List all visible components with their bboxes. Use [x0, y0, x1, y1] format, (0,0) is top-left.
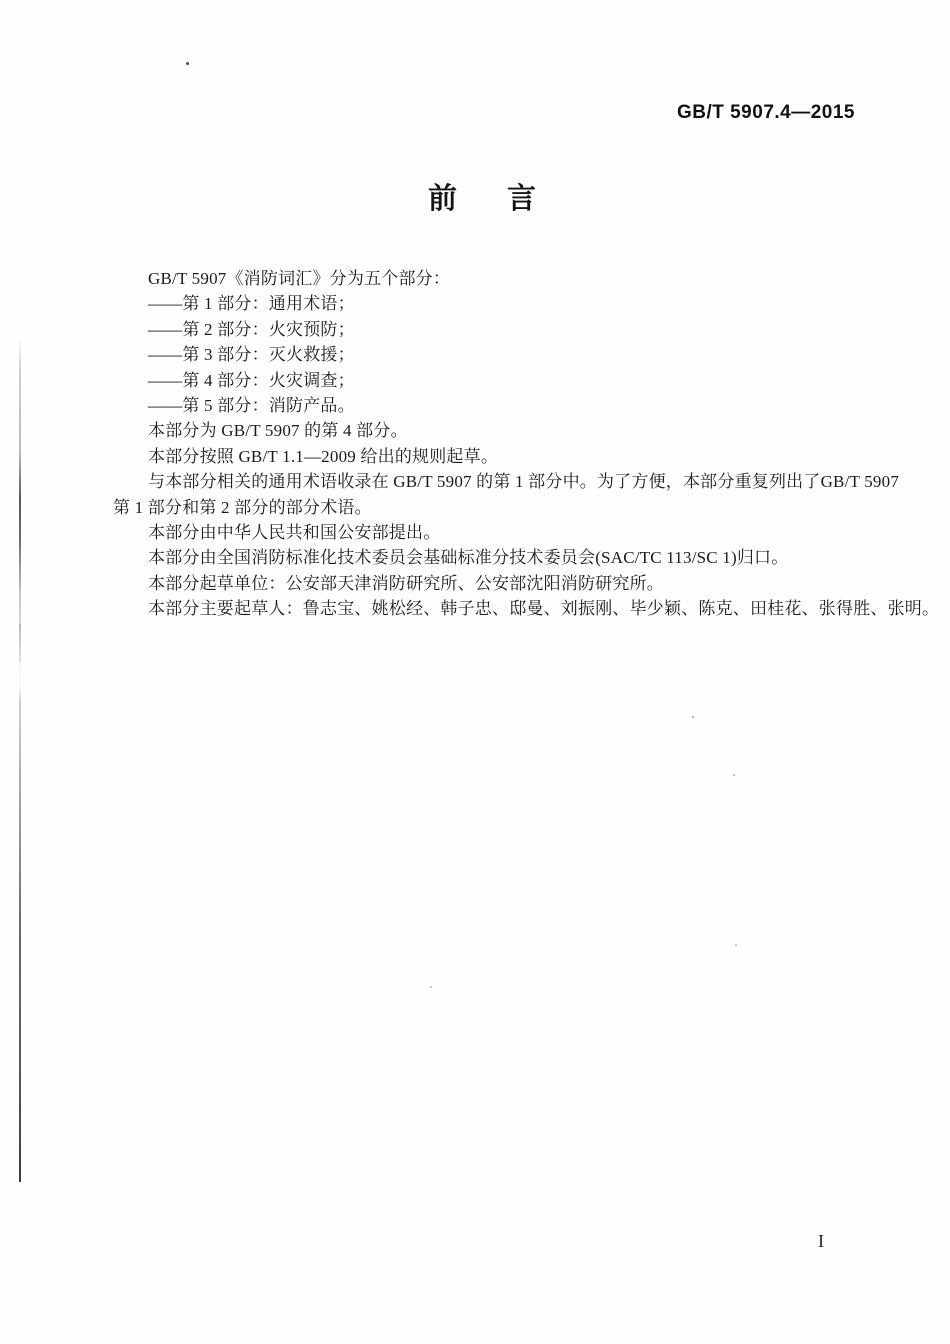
page-title-char-2: 言	[507, 183, 537, 215]
page-number: I	[818, 1231, 824, 1251]
foreword-line: 本部分由中华人民共和国公安部提出。	[148, 523, 441, 543]
scan-speck	[430, 986, 432, 988]
foreword-line: ——第 5 部分：消防产品。	[148, 396, 355, 416]
scan-binding-artifact	[19, 338, 21, 662]
foreword-line: ——第 1 部分：通用术语；	[148, 294, 355, 314]
foreword-body	[113, 266, 940, 622]
page-title-char-1: 前	[427, 183, 457, 215]
foreword-line: 本部分主要起草人：鲁志宝、姚松经、韩子忠、邸曼、刘振刚、毕少颖、陈克、田桂花、张得胜、张明。	[148, 599, 940, 619]
standard-code-header: GB/T 5907.4—2015	[676, 102, 855, 123]
scan-speck	[735, 944, 737, 946]
scan-binding-artifact	[19, 624, 21, 1182]
foreword-line: GB/T 5907《消防词汇》分为五个部分：	[148, 269, 451, 288]
foreword-line: 本部分按照 GB/T 1.1—2009 给出的规则起草。	[148, 446, 499, 466]
foreword-line: 本部分由全国消防标准化技术委员会基础标准分技术委员会(SAC/TC 113/SC 1)归口。	[148, 548, 789, 568]
foreword-line: ——第 4 部分：火灾调查；	[148, 370, 355, 390]
scan-speck	[692, 716, 694, 718]
scan-speck	[186, 62, 189, 65]
foreword-line: 本部分起草单位：公安部天津消防研究所、公安部沈阳消防研究所。	[148, 573, 664, 593]
foreword-line: 第 1 部分和第 2 部分的部分术语。	[113, 497, 372, 517]
foreword-line: ——第 2 部分：火灾预防；	[148, 319, 355, 339]
scan-speck	[733, 774, 735, 776]
foreword-line: ——第 3 部分：灭火救援；	[148, 345, 355, 365]
page-title	[7, 185, 950, 214]
foreword-line: 与本部分相关的通用术语收录在 GB/T 5907 的第 1 部分中。为了方便，本部分重复列出了GB/T 5907	[148, 472, 900, 492]
foreword-line: 本部分为 GB/T 5907 的第 4 部分。	[148, 421, 408, 441]
